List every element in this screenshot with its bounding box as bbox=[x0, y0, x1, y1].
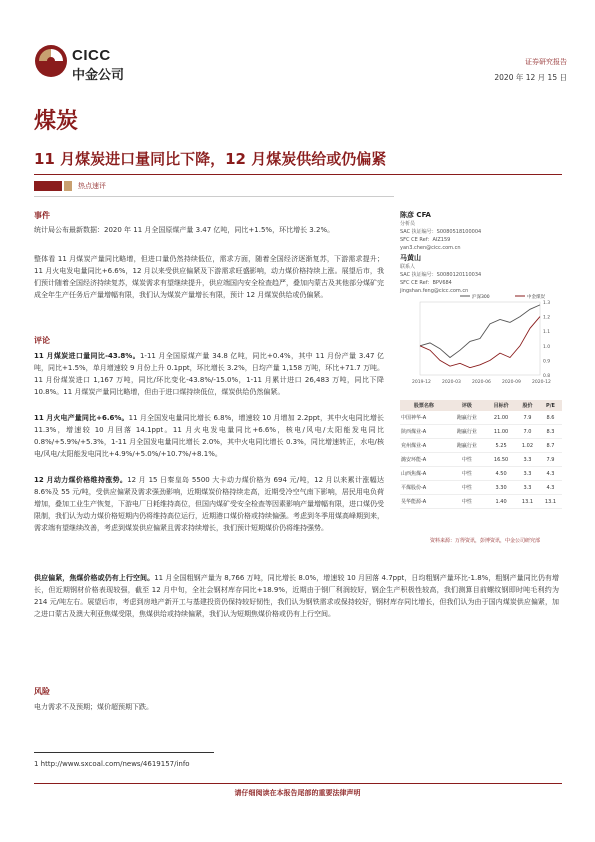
logo-chinese: 中金公司 bbox=[72, 68, 125, 83]
coal-price-lead: 12 月动力煤价格维持涨势。 bbox=[34, 476, 128, 484]
table-cell: 8.7 bbox=[539, 439, 562, 453]
analyst-2-email[interactable]: jingshan.feng@cicc.com.cn bbox=[400, 288, 469, 294]
table-source-note: 资料来源：万得资讯，彭博资讯，中金公司研究部 bbox=[430, 538, 541, 544]
analyst-1-name: 陈彦 CFA bbox=[400, 211, 431, 219]
table-header-1: 评级 bbox=[448, 400, 487, 411]
table-cell: 13.1 bbox=[539, 495, 562, 509]
coking-coal-lead: 供应偏紧，焦煤价格或仍有上行空间。 bbox=[34, 574, 155, 582]
footer-divider bbox=[34, 783, 562, 784]
stock-rating-table bbox=[400, 400, 562, 509]
table-cell: 昊华能源-A bbox=[400, 495, 448, 509]
thermal-power-text: 11 月全国发电量同比增长 6.8%，增速较 10 月增加 2.2ppt，其中火电同比增长 11.3%，增速较 10 月回落 14.1ppt。11 月火电发电量同比+6.6%，核电/风电/太阳能发电同比 0.8%/+5.9%/+5.3%，1-11 月全国发电量同比增长 2.0%，其中火电同比增长 0.3%，同比增速转正，水电/核电/风电/太阳能发电同比+4.9%/+5.0%/+10.7%/+8.1%。 bbox=[34, 414, 384, 458]
risk-paragraph: 电力需求不及预期；煤价超预期下跌。 bbox=[34, 703, 153, 711]
coking-coal-paragraph bbox=[34, 572, 559, 620]
analyst-1-sfc: SFC CE Ref：AIZ159 bbox=[400, 237, 451, 243]
footnote-divider bbox=[34, 752, 214, 753]
index-performance-chart bbox=[400, 290, 560, 390]
table-header-3: 股价 bbox=[516, 400, 539, 411]
table-cell: 中国神华-A bbox=[400, 411, 448, 425]
y-tick-label: 1.1 bbox=[543, 330, 551, 336]
table-cell: 21.00 bbox=[486, 411, 516, 425]
table-cell: 7.0 bbox=[516, 425, 539, 439]
report-date: 2020 年 12 月 15 日 bbox=[494, 73, 567, 82]
title-divider bbox=[34, 174, 562, 175]
table-cell: 3.3 bbox=[516, 467, 539, 481]
table-header-0: 股票名称 bbox=[400, 400, 448, 411]
table-cell: 1.40 bbox=[486, 495, 516, 509]
analyst-2 bbox=[400, 253, 560, 295]
analyst-2-sac: SAC 执证编号：S0080120110034 bbox=[400, 272, 482, 278]
risk-heading: 风险 bbox=[34, 687, 50, 696]
table-cell: 潞安环能-A bbox=[400, 453, 448, 467]
table-cell: 中性 bbox=[448, 495, 487, 509]
analyst-2-role: 联系人 bbox=[400, 264, 416, 270]
report-type: 证券研究报告 bbox=[525, 58, 567, 66]
table-cell: 16.50 bbox=[486, 453, 516, 467]
analyst-2-sfc: SFC CE Ref：BPV684 bbox=[400, 280, 452, 286]
table-cell: 11.00 bbox=[486, 425, 516, 439]
table-cell: 3.3 bbox=[516, 481, 539, 495]
table-cell: 跑赢行业 bbox=[448, 425, 487, 439]
table-row bbox=[400, 467, 562, 481]
report-title: 11 月煤炭进口量同比下降，12 月煤炭供给或仍偏紧 bbox=[34, 150, 387, 168]
y-tick-label: 1.0 bbox=[543, 344, 551, 350]
table-row bbox=[400, 453, 562, 467]
y-tick-label: 0.9 bbox=[543, 359, 551, 365]
event-paragraph: 统计局公布最新数据：2020 年 11 月全国原煤产量 3.47 亿吨，同比+1.5%，环比增长 3.2%。 bbox=[34, 226, 335, 234]
thermal-power-paragraph bbox=[34, 412, 384, 460]
table-cell: 3.3 bbox=[516, 453, 539, 467]
x-tick-label: 2020-09 bbox=[502, 380, 521, 385]
table-cell: 跑赢行业 bbox=[448, 411, 487, 425]
y-tick-label: 1.2 bbox=[543, 315, 551, 321]
table-cell: 1.02 bbox=[516, 439, 539, 453]
legal-disclaimer: 请仔细阅读在本报告尾部的重要法律声明 bbox=[234, 789, 361, 797]
table-cell: 兖州煤业-A bbox=[400, 439, 448, 453]
overview-paragraph: 整体看 11 月煤炭产量同比略增，但进口量仍然持续低位，需求方面，随着全国经济逐渐复苏，下游需求提升；11 月火电发电量同比+6.6%，12 月以来受供应偏紧及下游需求旺盛影响，动力煤价格持续上涨。展望后市，我们预计随着全国经济持续复苏，煤炭需求有望继续提升，供应端国内安全检查趋严，叠加内蒙古及其他部分煤矿完成全年生产任务后产量增幅有限，我们认为煤炭产量增长有限，预计 12 月煤炭供给或仍偏紧。 bbox=[34, 255, 384, 299]
comment-heading: 评论 bbox=[34, 336, 50, 345]
y-tick-label: 1.3 bbox=[543, 301, 551, 306]
logo-english: CICC bbox=[72, 47, 111, 64]
table-cell: 跑赢行业 bbox=[448, 439, 487, 453]
table-cell: 7.9 bbox=[516, 411, 539, 425]
table-cell: 中性 bbox=[448, 453, 487, 467]
analyst-2-name: 马黄山 bbox=[400, 254, 421, 262]
table-header-4: P/E bbox=[539, 400, 562, 411]
table-row bbox=[400, 425, 562, 439]
table-cell: 4.3 bbox=[539, 467, 562, 481]
table-row bbox=[400, 481, 562, 495]
y-tick-label: 0.8 bbox=[543, 374, 551, 379]
analyst-1 bbox=[400, 210, 560, 252]
legend-label-1: 中金煤炭 bbox=[527, 295, 545, 300]
table-cell: 8.6 bbox=[539, 411, 562, 425]
table-header-2: 目标价 bbox=[486, 400, 516, 411]
table-cell: 山西焦煤-A bbox=[400, 467, 448, 481]
coking-coal-text: 11 月全国粗钢产量为 8,766 万吨，同比增长 8.0%，增速较 10 月回落 4.7ppt，日均粗钢产量环比-1.8%，粗钢产量同比仍有增长，但近期钢材价格表现较强，截至 12 月中旬，全社会钢材库存同比+18.9%，近期由于钢厂利润较好，钢企生产积极性较高，我们测算目前螺纹钢即时吨毛利约为 214 元/吨左右。展望后市，考虑到房地产新开工与基建投资仍保持较好韧性，我们认为钢铁需求或保持较好，钢材库存同比增长，但我们认为由于国内煤炭供应偏紧，加之进口蒙古及澳大利亚焦煤受限，焦煤供给或持续偏紧，我们认为短期焦煤价格或仍有上行空间。 bbox=[34, 574, 559, 618]
thermal-power-lead: 11 月火电产量同比+6.6%。 bbox=[34, 414, 129, 422]
x-tick-label: 2020-06 bbox=[472, 380, 491, 385]
series-line-0 bbox=[420, 305, 540, 358]
table-cell: 中性 bbox=[448, 467, 487, 481]
coal-import-text: 1-11 月全国原煤产量 34.8 亿吨，同比+0.4%，其中 11 月份产量 3.47 亿吨，同比+1.5%，单月增速较 9 月份上升 0.1ppt，环比增长 3.2%，日均产量 1,158 万吨，环比+71.7 万吨。11 月份煤炭进口 1,167 万吨，同比/环比变化-43.8%/-15.0%，1-11 月累计进口 26,483 万吨，同比下降 10.8%。11 月煤炭产量同比略增，但由于进口煤持续低位，煤炭供给仍然偏紧。 bbox=[34, 352, 384, 396]
tag-marker-accent bbox=[64, 181, 72, 191]
analyst-1-role: 分析员 bbox=[400, 221, 416, 227]
x-tick-label: 2020-03 bbox=[442, 380, 461, 385]
series-line-1 bbox=[420, 317, 540, 368]
analyst-1-email[interactable]: yan3.chen@cicc.com.cn bbox=[400, 245, 461, 251]
x-tick-label: 2020-12 bbox=[532, 380, 551, 385]
table-cell: 4.50 bbox=[486, 467, 516, 481]
legend-label-0: 沪深300 bbox=[472, 295, 490, 300]
table-row bbox=[400, 411, 562, 425]
event-heading: 事件 bbox=[34, 211, 50, 220]
x-tick-label: 2019-12 bbox=[412, 380, 431, 385]
coal-import-paragraph bbox=[34, 350, 384, 398]
table-cell: 8.3 bbox=[539, 425, 562, 439]
table-row bbox=[400, 439, 562, 453]
table-cell: 中性 bbox=[448, 481, 487, 495]
table-cell: 7.9 bbox=[539, 453, 562, 467]
table-cell: 5.25 bbox=[486, 439, 516, 453]
analyst-1-sac: SAC 执证编号：S0080518100004 bbox=[400, 229, 482, 235]
cicc-logo-icon bbox=[34, 44, 68, 78]
sector-heading: 煤炭 bbox=[34, 109, 79, 134]
table-cell: 平煤股份-A bbox=[400, 481, 448, 495]
table-header-row bbox=[400, 400, 562, 411]
coal-price-paragraph bbox=[34, 474, 384, 534]
tag-label: 热点速评 bbox=[78, 182, 106, 190]
table-cell: 4.3 bbox=[539, 481, 562, 495]
coal-price-text: 12 月 15 日秦皇岛 5500 大卡动力煤价格为 694 元/吨，12 月以来累计涨幅达 8.6%及 55 元/吨，受供应偏紧及需求强劲影响，近期煤炭价格持续走高，近期受冷空气南下影响，居民用电负荷增加，叠加工业生产恢复，下游电厂日耗维持高位，但国内煤矿受安全检查等因素影响产量增幅有限，进口煤仍受限制，我们认为动力煤价格短期内仍将维持高位运行，近期港口煤价格或持续偏强。考虑到冬季用煤高峰期到来，需求端有望继续改善，考虑到煤炭供应偏紧且需求持续增长，我们预计短期煤价仍将维持强势。 bbox=[34, 476, 384, 532]
tag-divider bbox=[34, 196, 394, 197]
table-cell: 13.1 bbox=[516, 495, 539, 509]
table-cell: 陕西煤业-A bbox=[400, 425, 448, 439]
table-row bbox=[400, 495, 562, 509]
footnote-link[interactable]: 1 http://www.sxcoal.com/news/4619157/info bbox=[34, 760, 190, 768]
coal-import-lead: 11 月煤炭进口量同比-43.8%。 bbox=[34, 352, 140, 360]
tag-marker bbox=[34, 181, 62, 191]
table-cell: 3.30 bbox=[486, 481, 516, 495]
